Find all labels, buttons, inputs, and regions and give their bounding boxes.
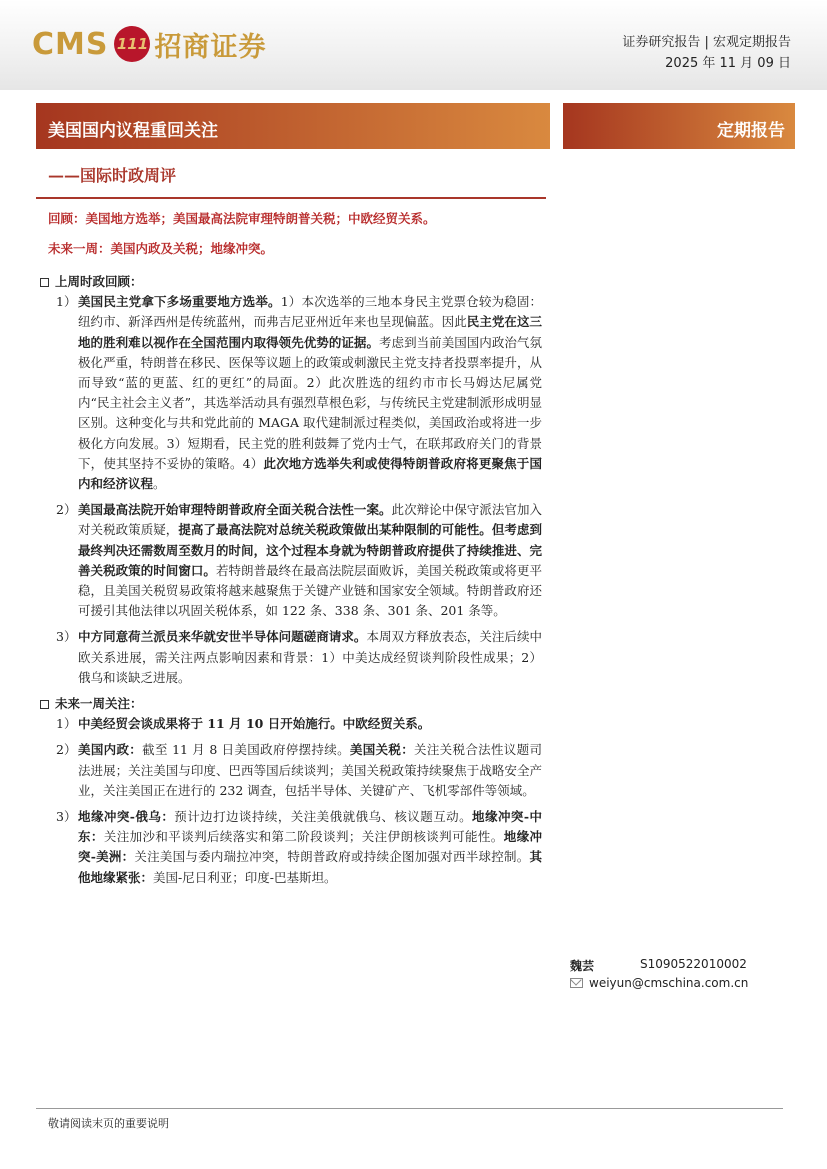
text: 预计边打边谈持续，关注美俄就俄乌、核议题互动。 xyxy=(174,809,473,825)
logo-seal-icon: 111 xyxy=(114,26,150,62)
item-text xyxy=(78,740,542,801)
bold-text: 此次地方选举失利或使得特朗普政府将更聚焦于国内和经济议程 xyxy=(78,455,542,492)
next-list xyxy=(40,714,542,888)
item-number: 1） xyxy=(56,294,77,310)
analyst-email[interactable]: weiyun@cmschina.com.cn xyxy=(589,976,749,990)
review-heading: 上周时政回顾： xyxy=(55,274,143,289)
list-item xyxy=(40,807,542,888)
bold-text: 中美经贸会谈成果将于 11 月 10 日开始施行。中欧经贸关系。 xyxy=(78,716,431,732)
summary-next-week: 未来一周：美国内政及关税；地缘冲突。 xyxy=(48,241,274,256)
list-item xyxy=(40,714,542,734)
item-number: 1） xyxy=(56,716,77,732)
list-item xyxy=(40,292,542,494)
side-label: 定期报告 xyxy=(717,121,785,141)
bold-text: 其他地缘紧张： xyxy=(78,849,542,885)
analyst-license: S1090522010002 xyxy=(640,957,747,971)
square-bullet-icon xyxy=(40,278,49,287)
text: 此次辩论中保守派法官加入对关税政策质疑， xyxy=(78,502,542,538)
subtitle-divider xyxy=(36,197,546,199)
bold-text: 地缘冲突-美洲： xyxy=(78,829,542,865)
review-section xyxy=(40,272,542,688)
title-banner xyxy=(36,103,550,149)
logo-chinese-name: 招商证券 xyxy=(154,31,267,63)
text: 关注美国与委内瑞拉冲突，特朗普政府或持续企图加强对西半球控制。 xyxy=(134,849,530,865)
text: 本周双方释放表态，关注后续中欧关系进展，需关注两点影响因素和背景：1）中美达成经贸谈判阶段性成果；2）俄乌和谈缺乏进展。 xyxy=(78,629,542,685)
mail-icon xyxy=(570,978,583,988)
logo-latin: CMS xyxy=(32,26,109,62)
item-number: 2） xyxy=(56,742,77,758)
bold-text: 民主党在这三地的胜利难以视作在全国范围内取得领先优势的证据。 xyxy=(78,314,542,350)
bold-text: 美国民主党拿下多场重要地方选举。 xyxy=(78,294,281,310)
text: 若特朗普最终在最高法院层面败诉，美国关税政策或将更平稳，且美国关税贸易政策将越来越聚焦于关键产业链和国家安全领域。特朗普政府还可援引其他法律以巩固关税体系，如 122 条、338 条、301 条、201 条等。 xyxy=(78,562,542,619)
item-text xyxy=(78,292,542,494)
section-heading xyxy=(40,272,542,292)
main-content xyxy=(40,272,542,894)
text: 关注关税合法性议题司法进展；关注美国与印度、巴西等国后续谈判；美国关税政策持续聚焦于战略安全产业，关注美国正在进行的 232 调查，包括半导体、关键矿产、飞机零部件等领域。 xyxy=(78,742,542,798)
list-item xyxy=(40,740,542,801)
item-text xyxy=(78,500,542,621)
review-list xyxy=(40,292,542,688)
side-banner xyxy=(563,103,795,149)
bold-text: 提高了最高法院对总统关税政策做出某种限制的可能性。但考虑到最终判决还需数周至数月的时间，这个过程本身就为特朗普政府提供了持续推进、完善关税政策的时间窗口。 xyxy=(78,522,542,578)
item-text xyxy=(78,807,542,888)
item-text xyxy=(78,714,542,734)
summary-review: 回顾：美国地方选举；美国最高法院审理特朗普关税；中欧经贸关系。 xyxy=(48,211,436,226)
analyst-name: 魏芸 xyxy=(570,959,595,973)
bold-text: 美国内政： xyxy=(78,742,143,758)
square-bullet-icon xyxy=(40,700,49,709)
footer-note: 敬请阅读末页的重要说明 xyxy=(48,1117,169,1130)
next-heading: 未来一周关注： xyxy=(55,696,143,712)
list-item xyxy=(40,500,542,621)
item-number: 3） xyxy=(56,629,77,645)
company-logo xyxy=(32,22,266,66)
page-header xyxy=(0,0,827,90)
list-item xyxy=(40,627,542,688)
text: 。 xyxy=(153,476,166,492)
text: 考虑到当前美国国内政治气氛极化严重，特朗普在移民、医保等议题上的政策或刺激民主党支持者投票率提升，从而导致“蓝的更蓝、红的更红”的局面。2）此次胜选的纽约市市长马姆达尼属党内“民主社会主义者”，其选举活动具有强烈草根色彩，与传统民主党建制派形成明显区别。这种变化与共和党此前的 MAGA 取代建制派过程类似，美国政治或将进一步极化方向发展。3）短期看，民主党的胜利鼓舞了党内士气，在联邦政府关门的背景下，使其坚持不妥协的策略。4） xyxy=(78,334,542,471)
report-title: 美国国内议程重回关注 xyxy=(48,121,218,141)
text: 美国-尼日利亚；印度-巴基斯坦。 xyxy=(153,869,337,885)
text: 截至 11 月 8 日美国政府停摆持续。 xyxy=(142,742,350,758)
bold-text: 地缘冲突-中东： xyxy=(78,809,542,845)
item-number: 3） xyxy=(56,809,77,825)
report-type: 证券研究报告 | 宏观定期报告 xyxy=(622,35,791,50)
item-number: 2） xyxy=(56,502,77,518)
text: 1）本次选举的三地本身民主党票仓较为稳固：纽约市、新泽西州是传统蓝州，而弗吉尼亚州近年来也呈现偏蓝。因此 xyxy=(78,294,542,330)
bold-text: 地缘冲突-俄乌： xyxy=(78,809,175,825)
bold-text: 美国最高法院开始审理特朗普政府全面关税合法性一案。 xyxy=(78,502,392,518)
report-subtitle: ——国际时政周评 xyxy=(48,166,177,185)
report-date: 2025 年 11 月 09 日 xyxy=(665,56,791,71)
next-section xyxy=(40,694,542,888)
section-heading xyxy=(40,694,542,714)
bold-text: 中方同意荷兰派员来华就安世半导体问题磋商请求。 xyxy=(78,629,367,645)
text: 关注加沙和平谈判后续落实和第二阶段谈判；关注伊朗核谈判可能性。 xyxy=(103,829,504,845)
bold-text: 美国关税： xyxy=(349,742,415,758)
item-text xyxy=(78,627,542,688)
footer-divider xyxy=(36,1108,783,1109)
analyst-email-row xyxy=(570,976,748,990)
